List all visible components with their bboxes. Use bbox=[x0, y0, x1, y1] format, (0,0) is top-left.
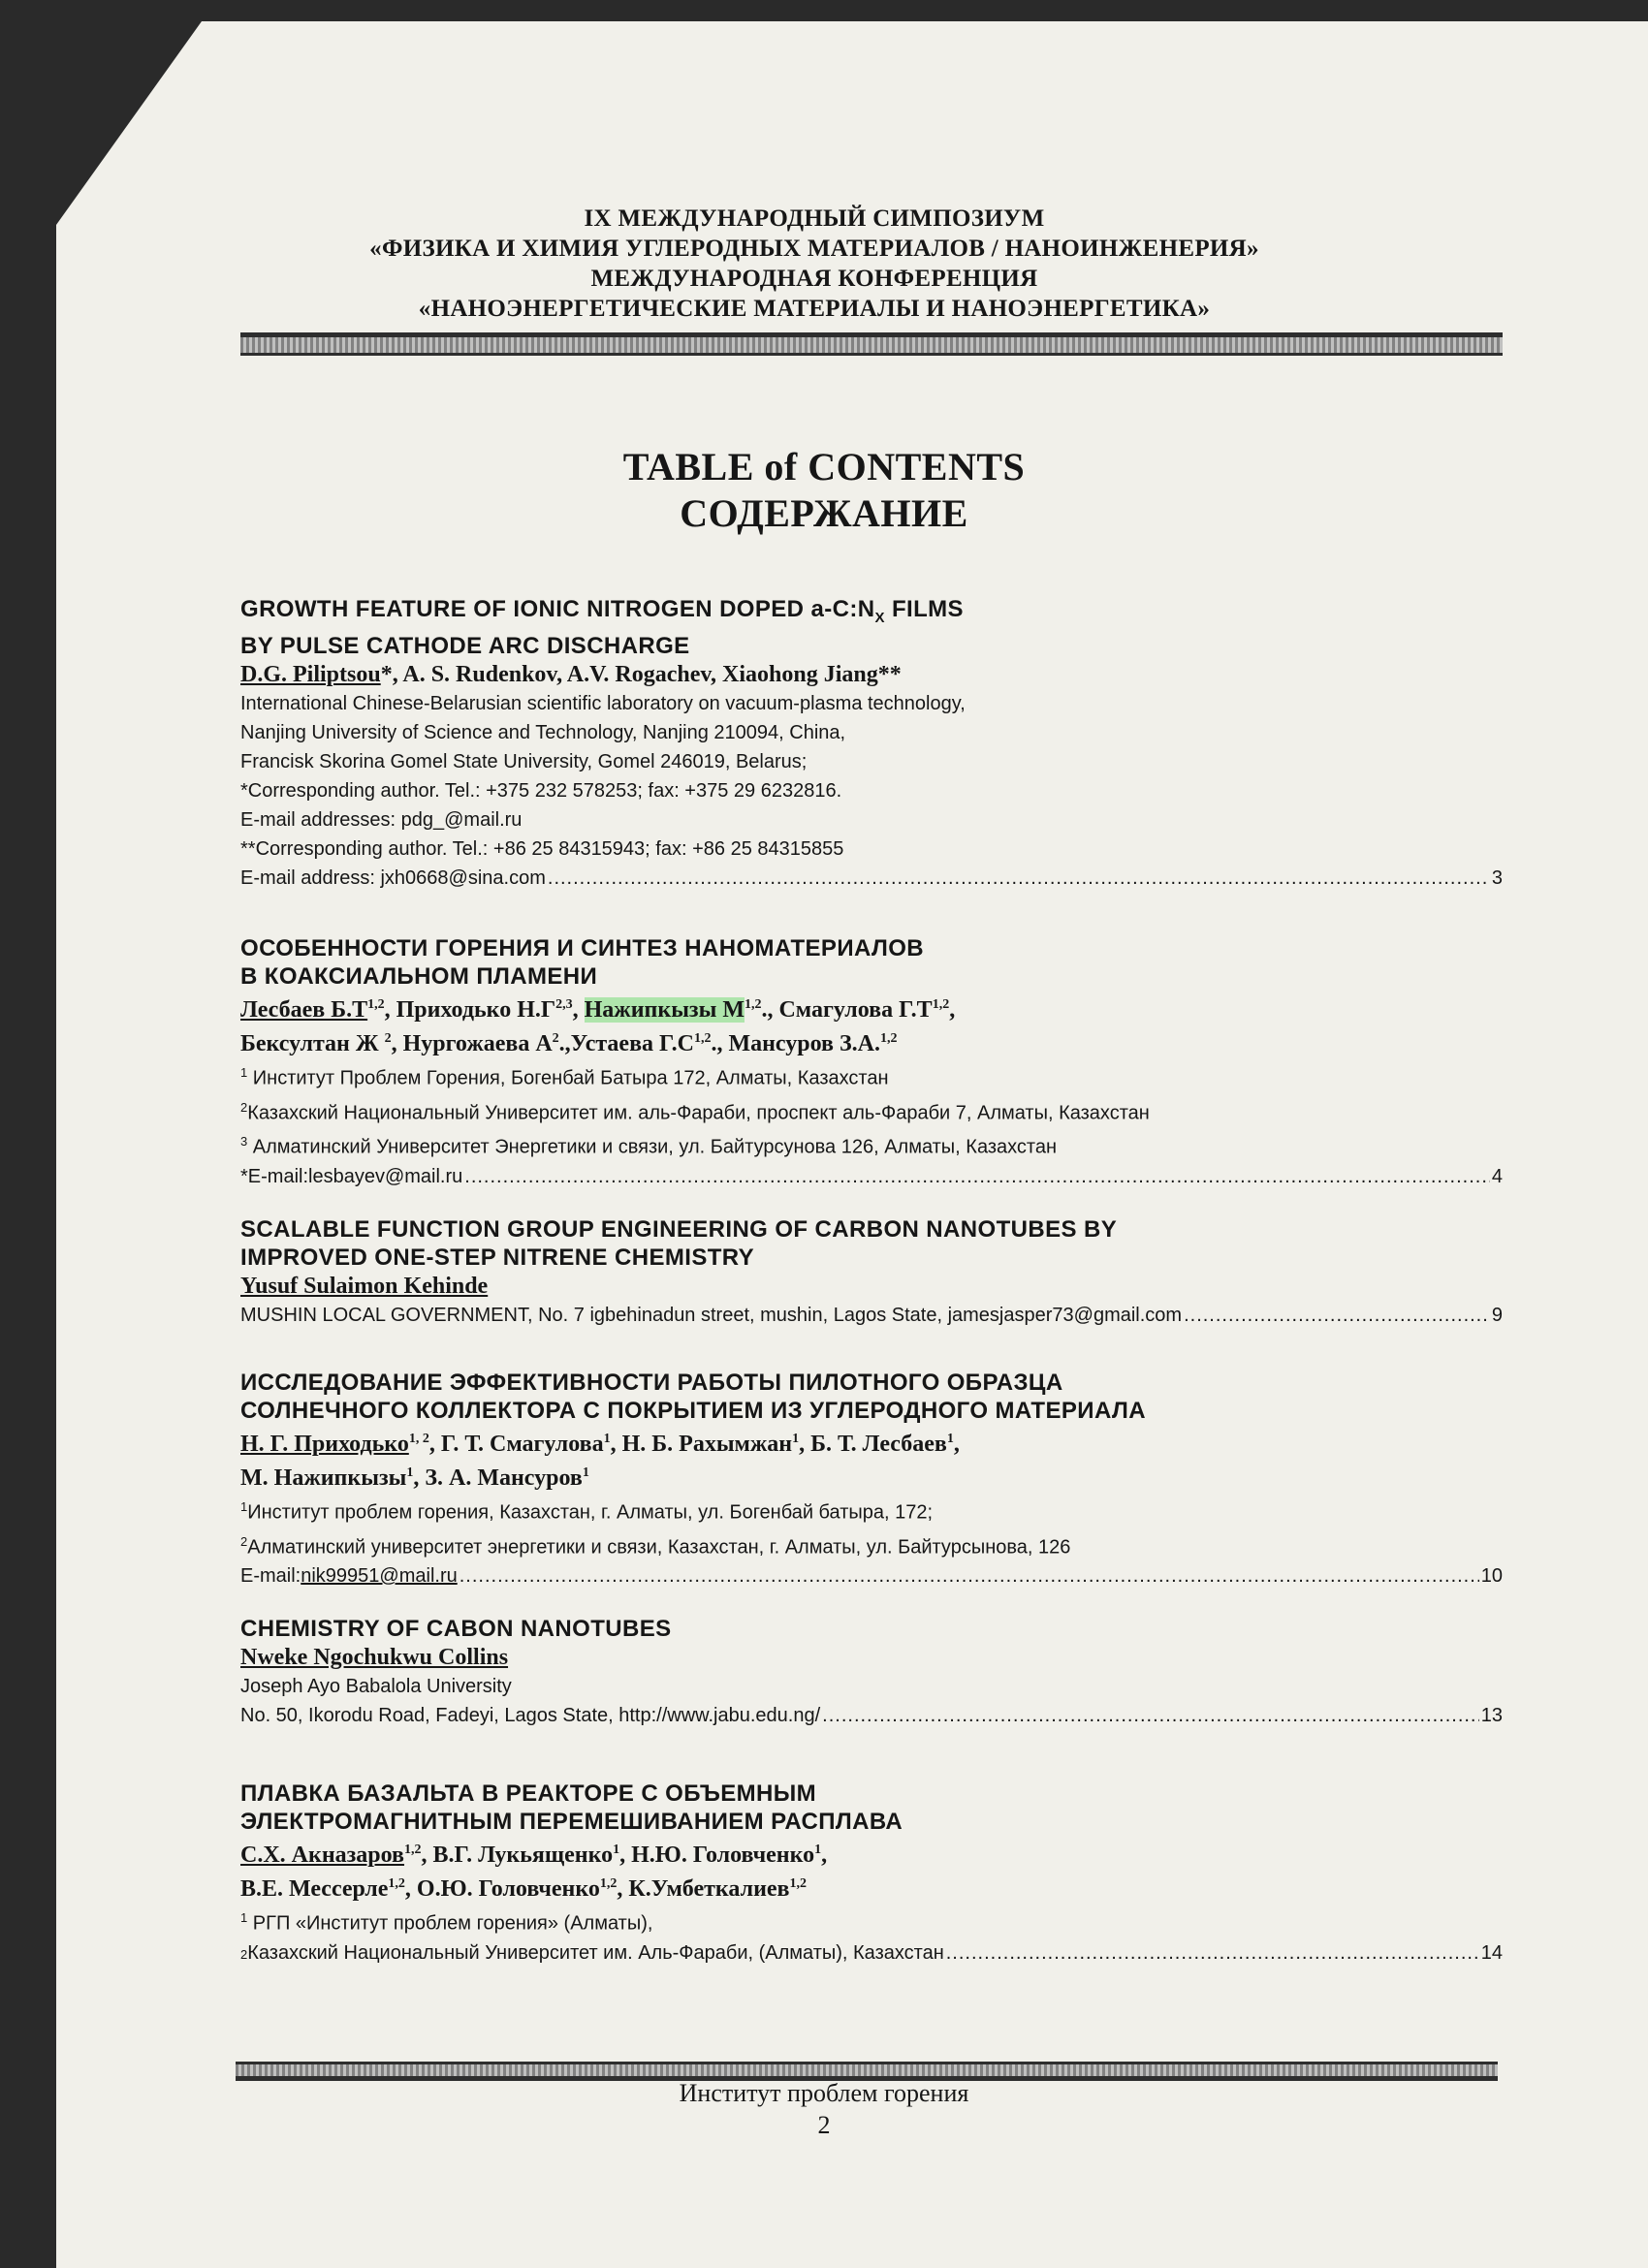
toc-entry-1[interactable] bbox=[240, 595, 1503, 893]
toc-entry-2[interactable] bbox=[240, 934, 1503, 1191]
email-link[interactable]: nik99951@mail.ru bbox=[301, 1565, 458, 1588]
entry-authors: Бексултан Ж $^2$, Нургожаева $А^2.,Устаева$ $Г.С^{1,2}$., Мансуров З.А.$^{1,2}$ bbox=[240, 1031, 898, 1056]
entry-title: СОЛНЕЧНОГО КОЛЛЕКТОРА С ПОКРЫТИЕМ ИЗ УГЛЕРОДНОГО МАТЕРИАЛА bbox=[240, 1398, 1146, 1424]
entry-affiliation: Joseph Ayo Babalola University bbox=[240, 1676, 512, 1697]
entry-authors: Лесбаев $Б.Т^{1,2}$, Приходько $Н.Г^{2,3}$, Нажипкызы М$^{1,2}$., Смагулова $Г.Т^{1,2}$, bbox=[240, 997, 956, 1023]
entry-authors: В.Е. Мессерле$^{1,2}$, О.Ю. Головченко$^{1,2}$, К.Умбеткалиев$^{1,2}$ bbox=[240, 1876, 808, 1902]
footer-institute: Институт проблем горения bbox=[679, 2079, 969, 2107]
entry-title: CHEMISTRY OF CABON NANOTUBES bbox=[240, 1616, 672, 1642]
entry-page-line: MUSHIN LOCAL GOVERNMENT, No. 7 igbehinadun street, mushin, Lagos State, jamesjasper73@gmail.com ..... 9 bbox=[240, 1301, 1503, 1330]
page-number: 10 bbox=[1480, 1565, 1503, 1588]
entry-affiliation: $^3$ Алматинский Университет Энергетики и связи, ул. Байтурсунова 126, Алматы, Казахстан bbox=[240, 1134, 1058, 1158]
header-line-3: МЕЖДУНАРОДНАЯ КОНФЕРЕНЦИЯ bbox=[590, 266, 1038, 292]
toc-title-en: TABLE of CONTENTS bbox=[622, 445, 1026, 488]
entry-page-line: E-mail: nik99951@mail.ru ..... 10 bbox=[240, 1561, 1503, 1591]
entry-page-line: No. 50, Ikorodu Road, Fadeyi, Lagos State, http://www.jabu.edu.ng/ ..... 13 bbox=[240, 1701, 1503, 1730]
entry-authors: С.Х. Акназаров$^{1,2}$, В.Г. Лукьященко$^1$, Н.Ю. Головченко$^1$, bbox=[240, 1843, 828, 1868]
entry-affiliation: International Chinese-Belarusian scientific laboratory on vacuum-plasma technology, bbox=[240, 692, 966, 714]
entry-title: ПЛАВКА БАЗАЛЬТА В РЕАКТОРЕ С ОБЪЕМНЫМ bbox=[240, 1780, 817, 1807]
entry-page-line: E-mail address: jxh0668@sina.com ..... 3 bbox=[240, 864, 1503, 893]
header-line-1: IX МЕЖДУНАРОДНЫЙ СИМПОЗИУМ bbox=[584, 205, 1045, 232]
toc-entry-5[interactable] bbox=[240, 1615, 1503, 1730]
entry-authors: Yusuf Sulaimon Kehinde bbox=[240, 1274, 489, 1299]
header-line-4: «НАНОЭНЕРГЕТИЧЕСКИЕ МАТЕРИАЛЫ И НАНОЭНЕРГЕТИКА» bbox=[418, 296, 1211, 322]
entry-authors: Nweke Ngochukwu Collins bbox=[240, 1645, 509, 1670]
entry-title: IMPROVED ONE-STEP NITRENE CHEMISTRY bbox=[240, 1244, 755, 1271]
toc-entry-3[interactable] bbox=[240, 1215, 1503, 1330]
footer-rule bbox=[236, 2062, 1498, 2081]
entry-authors: D.G. Piliptsou*, A. S. Rudenkov, A.V. Rogachev, Xiaohong Jiang** bbox=[240, 661, 902, 687]
entry-affiliation: *Corresponding author. Tel.: +375 232 578253; fax: +375 29 6232816. bbox=[240, 779, 842, 802]
page-number: 3 bbox=[1491, 866, 1503, 889]
entry-affiliation: $^2$Алматинский университет энергетики и связи, Казахстан, г. Алматы, ул. Байтурсынова, 126 bbox=[240, 1533, 1071, 1559]
entry-authors: Н. Г. Приходько$^{1, 2}$, Г. Т. Смагулова$^1$, Н. Б. Рахымжан$^1$, Б. Т. Лесбаев$^1$, bbox=[240, 1432, 960, 1457]
entry-page-line: 2 Казахский Национальный Университет им. Аль-Фараби, (Алматы), Казахстан ..... 14 bbox=[240, 1938, 1503, 1969]
toc-entry-6[interactable] bbox=[240, 1780, 1503, 1969]
entry-affiliation: E-mail addresses: pdg_@mail.ru bbox=[240, 808, 523, 831]
entry-title: ЭЛЕКТРОМАГНИТНЫМ ПЕРЕМЕШИВАНИЕМ РАСПЛАВА bbox=[240, 1809, 903, 1835]
entry-affiliation: Nanjing University of Science and Technology, Nanjing 210094, China, bbox=[240, 721, 846, 743]
page-number: 4 bbox=[1491, 1165, 1503, 1187]
entry-affiliation: $^2$Казахский Национальный Университет им. аль-Фараби, проспект аль-Фараби 7, Алматы, Казахстан bbox=[240, 1099, 1150, 1124]
page-number: 13 bbox=[1480, 1705, 1503, 1726]
entry-title: BY PULSE CATHODE ARC DISCHARGE bbox=[240, 632, 690, 659]
entry-affiliation: $^1$Институт проблем горения, Казахстан, г. Алматы, ул. Богенбай батыра, 172; bbox=[240, 1499, 934, 1524]
highlighted-author: Нажипкызы М bbox=[584, 997, 745, 1023]
entry-title: GROWTH FEATURE OF IONIC NITROGEN DOPED $a-C:N_X$ FILMS bbox=[240, 596, 964, 626]
header-rule bbox=[240, 332, 1503, 356]
symposium-header bbox=[233, 204, 1396, 324]
entry-affiliation: Francisk Skorina Gomel State University, Gomel 246019, Belarus; bbox=[240, 750, 808, 772]
entry-affiliation: $^1$ Институт Проблем Горения, Богенбай Батыра 172, Алматы, Казахстан bbox=[240, 1065, 889, 1089]
entry-title: ИССЛЕДОВАНИЕ ЭФФЕКТИВНОСТИ РАБОТЫ ПИЛОТНОГО ОБРАЗЦА bbox=[240, 1370, 1063, 1396]
page-number: 9 bbox=[1491, 1305, 1503, 1326]
toc-entry-4[interactable] bbox=[240, 1369, 1503, 1591]
footer-page-number: 2 bbox=[817, 2111, 831, 2139]
entry-affiliation: **Corresponding author. Tel.: +86 25 84315943; fax: +86 25 84315855 bbox=[240, 837, 844, 860]
header-line-2: «ФИЗИКА И ХИМИЯ УГЛЕРОДНЫХ МАТЕРИАЛОВ / НАНОИНЖЕНЕРИЯ» bbox=[369, 236, 1259, 262]
entry-title: ОСОБЕННОСТИ ГОРЕНИЯ И СИНТЕЗ НАНОМАТЕРИАЛОВ bbox=[240, 935, 925, 961]
entry-title: В КОАКСИАЛЬНОМ ПЛАМЕНИ bbox=[240, 963, 598, 990]
toc-title-ru: СОДЕРЖАНИЕ bbox=[680, 491, 968, 535]
page-number: 14 bbox=[1480, 1941, 1503, 1964]
entry-authors: М. Нажипкызы$^1$, З. А. Мансуров$^1$ bbox=[240, 1465, 589, 1491]
entry-page-line: *E-mail:lesbayev@mail.ru ..... 4 bbox=[240, 1162, 1503, 1191]
entry-affiliation: $^1$ РГП «Институт проблем горения» (Алматы), bbox=[240, 1910, 653, 1935]
entry-title: SCALABLE FUNCTION GROUP ENGINEERING OF CARBON NANOTUBES BY bbox=[240, 1216, 1118, 1243]
